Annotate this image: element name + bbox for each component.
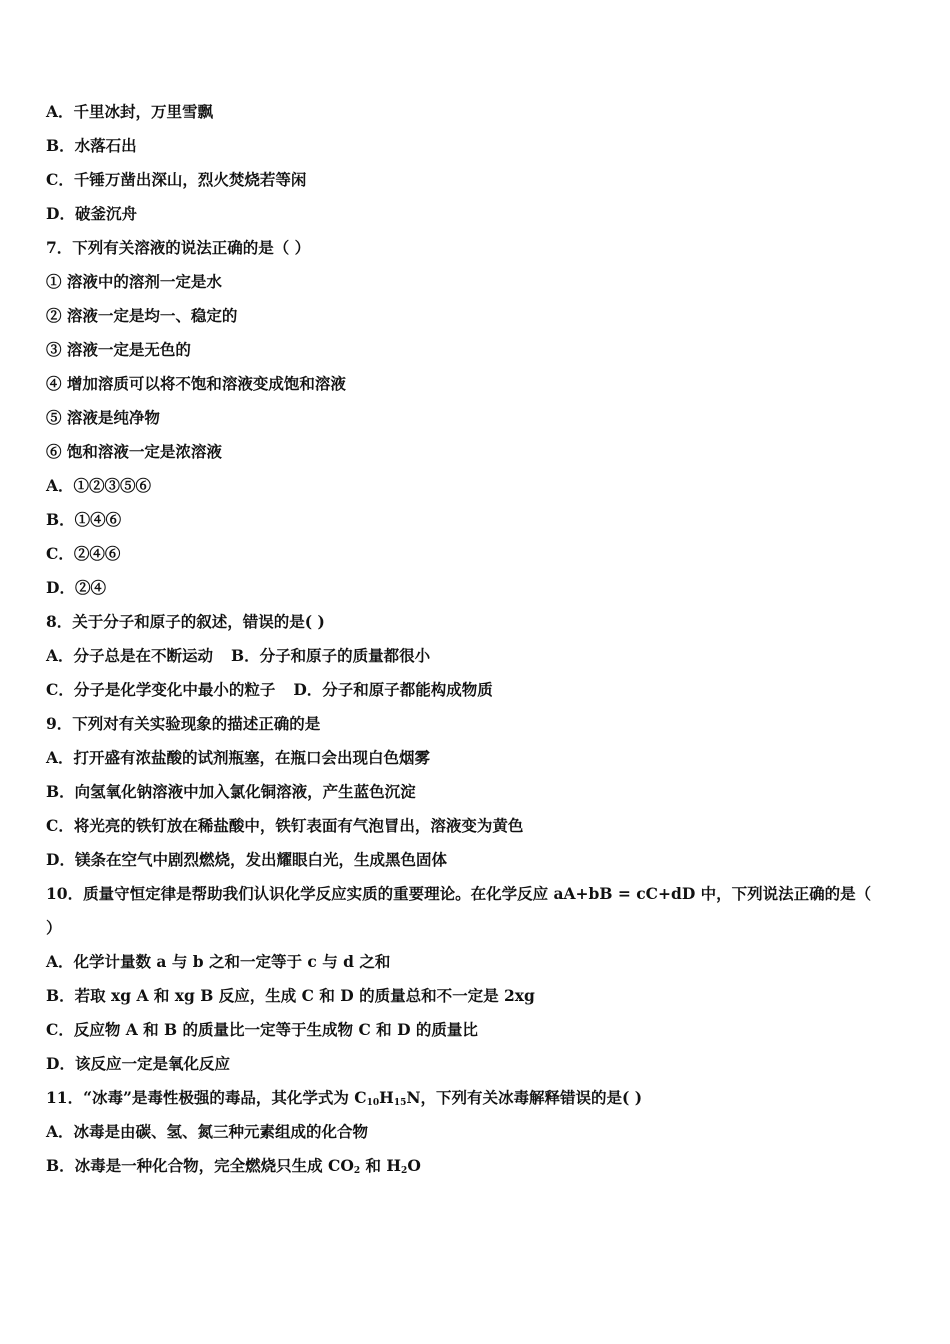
q11-option-a: A．冰毒是由碳、氢、氮三种元素组成的化合物	[46, 1122, 369, 1141]
q7-statement-5: ⑤ 溶液是纯净物	[46, 408, 160, 427]
q7-option-b: B．①④⑥	[46, 510, 122, 529]
q10-stem-line2: ）	[46, 918, 62, 937]
q8-option-b: B．分子和原子的质量都很小	[231, 646, 431, 665]
q7-statement-6: ⑥ 饱和溶液一定是浓溶液	[46, 442, 222, 461]
q11-option-b: B．冰毒是一种化合物，完全燃烧只生成 $CO_2$ 和 $H_2O$	[46, 1156, 421, 1176]
q8-option-c: C．分子是化学变化中最小的粒子	[46, 680, 276, 699]
q7-statement-2: ② 溶液一定是均一、稳定的	[46, 306, 238, 325]
q10-option-a: A．化学计量数 a 与 b 之和一定等于 c 与 d 之和	[46, 952, 391, 971]
q7-option-a: A．①②③⑤⑥	[46, 476, 152, 495]
q7-option-d: D．②④	[46, 578, 106, 597]
q7-statement-3: ③ 溶液一定是无色的	[46, 340, 191, 359]
q6-option-c: C．千锤万凿出深山，烈火焚烧若等闲	[46, 170, 307, 189]
q9-option-b: B．向氢氧化钠溶液中加入氯化铜溶液，产生蓝色沉淀	[46, 782, 416, 801]
q7-statement-4: ④ 增加溶质可以将不饱和溶液变成饱和溶液	[46, 374, 346, 393]
q7-statement-1: ① 溶液中的溶剂一定是水	[46, 272, 222, 291]
q9-option-a: A．打开盛有浓盐酸的试剂瓶塞，在瓶口会出现白色烟雾	[46, 748, 431, 767]
q8-options-ab	[46, 642, 906, 676]
exam-page	[46, 98, 906, 1186]
q7-stem: 7．下列有关溶液的说法正确的是（ ）	[46, 238, 311, 257]
q8-options-cd	[46, 676, 906, 710]
q8-option-a: A．分子总是在不断运动	[46, 646, 214, 665]
q10-stem-line1: 10．质量守恒定律是帮助我们认识化学反应实质的重要理论。在化学反应 aA+bB = cC+dD 中，下列说法正确的是（	[46, 884, 872, 903]
q9-stem: 9．下列对有关实验现象的描述正确的是	[46, 714, 321, 733]
q8-stem: 8．关于分子和原子的叙述，错误的是( )	[46, 612, 325, 631]
q6-option-b: B．水落石出	[46, 136, 137, 155]
q6-option-d: D．破釜沉舟	[46, 204, 137, 223]
q10-option-d: D．该反应一定是氧化反应	[46, 1054, 230, 1073]
q10-option-b: B．若取 xg A 和 xg B 反应，生成 C 和 D 的质量总和不一定是 2xg	[46, 986, 535, 1005]
q11-stem: 11．“冰毒”是毒性极强的毒品，其化学式为 $C_{10}H_{15}N$，下列有关冰毒解释错误的是( )	[46, 1088, 643, 1108]
q7-option-c: C．②④⑥	[46, 544, 121, 563]
q9-option-d: D．镁条在空气中剧烈燃烧，发出耀眼白光，生成黑色固体	[46, 850, 447, 869]
q10-option-c: C．反应物 A 和 B 的质量比一定等于生成物 C 和 D 的质量比	[46, 1020, 478, 1039]
q8-option-d: D．分子和原子都能构成物质	[293, 680, 493, 699]
q9-option-c: C．将光亮的铁钉放在稀盐酸中，铁钉表面有气泡冒出，溶液变为黄色	[46, 816, 524, 835]
q6-option-a: A．千里冰封，万里雪飘	[46, 102, 214, 121]
